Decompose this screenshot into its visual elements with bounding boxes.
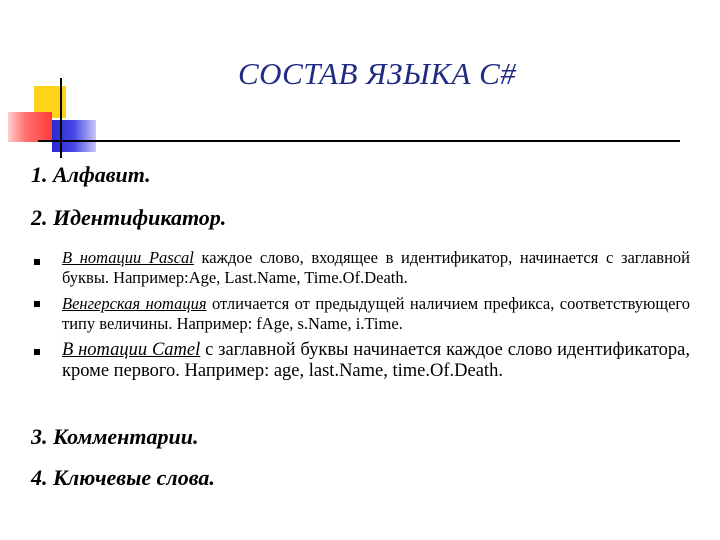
logo-red-block xyxy=(8,112,52,142)
bullet-marker xyxy=(34,349,40,355)
bullet-term: В нотации Pascal xyxy=(62,248,194,267)
heading-comments: 3. Комментарии. xyxy=(31,424,199,449)
heading-keywords: 4. Ключевые слова. xyxy=(31,465,215,490)
bullet-marker xyxy=(34,259,40,265)
heading-alphabet: 1. Алфавит. xyxy=(31,162,151,187)
bullet-text: каждое слово, входящее в идентификатор, начинается с заглавной буквы. Например:Age, Last.Name, Time.Of.Death. xyxy=(62,248,690,287)
bullet-camel xyxy=(62,340,690,382)
heading-identifier: 2. Идентификатор. xyxy=(31,205,227,230)
bullet-pascal xyxy=(62,248,690,288)
title-underline xyxy=(38,140,680,142)
bullet-hungarian xyxy=(62,294,690,334)
bullet-term: Венгерская нотация xyxy=(62,294,207,313)
logo-blue-block xyxy=(52,120,96,152)
bullet-text: с заглавной буквы начинается каждое слово идентификатора, кроме первого. Например: age, last.Name, time.Of.Death. xyxy=(62,340,690,381)
bullet-text: отличается от предыдущей наличием префикса, соответствующего типу величины. Например: fAge, s.Name, i.Time. xyxy=(62,294,691,333)
bullet-term: В нотации Camel xyxy=(62,340,201,360)
slide-title: СОСТАВ ЯЗЫКА C# xyxy=(238,56,517,91)
bullet-marker xyxy=(34,301,40,307)
logo-vertical-line xyxy=(60,78,62,158)
